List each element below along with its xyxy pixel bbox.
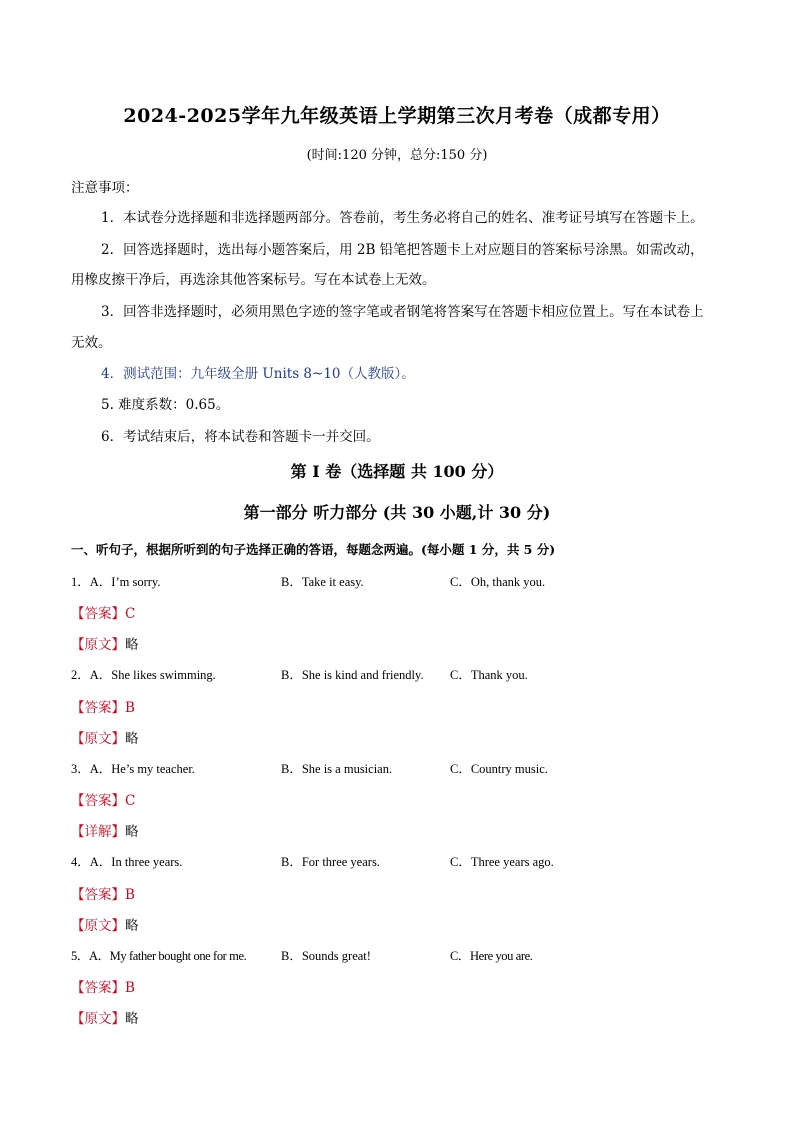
notice-item-3: 3．回答非选择题时，必须用黑色字迹的签字笔或者钢笔将答案写在答题卡相应位置上。写在本试卷上 xyxy=(101,304,704,320)
answer-value: B xyxy=(125,887,135,903)
q2-option-b: B．She is kind and friendly. xyxy=(281,668,424,682)
exam-time-info: (时间:120 分钟，总分:150 分) xyxy=(306,148,488,163)
q3-option-c: C．Country music. xyxy=(450,762,548,776)
note-tag: 【原文】 xyxy=(71,1011,125,1027)
answer-value: C xyxy=(125,606,136,622)
volume-heading: 第 I 卷（选择题 共 100 分） xyxy=(290,462,504,481)
note-tag: 【详解】 xyxy=(71,824,125,840)
page-title: 2024-2025学年九年级英语上学期第三次月考卷（成都专用） xyxy=(123,105,671,127)
note-value: 略 xyxy=(125,637,139,653)
q1-option-b: B．Take it easy. xyxy=(281,575,364,589)
answer-tag: 【答案】 xyxy=(71,980,125,996)
q2-option-a: 2．A．She likes swimming. xyxy=(71,668,216,682)
q1-option-a: 1．A．I’m sorry. xyxy=(71,575,161,589)
notice-item-1: 1．本试卷分选择题和非选择题两部分。答卷前，考生务必将自己的姓名、准考证号填写在答题卡上。 xyxy=(101,210,704,226)
answer-value: C xyxy=(125,793,136,809)
note-tag: 【原文】 xyxy=(71,918,125,934)
note-value: 略 xyxy=(125,824,139,840)
q4-note xyxy=(71,914,139,934)
q4-answer xyxy=(71,883,135,903)
answer-tag: 【答案】 xyxy=(71,793,125,809)
q3-answer xyxy=(71,789,135,809)
q4-option-b: B．For three years. xyxy=(281,855,380,869)
note-tag: 【原文】 xyxy=(71,731,125,747)
notice-heading: 注意事项： xyxy=(71,180,139,196)
question-group-heading: 一、听句子，根据所听到的句子选择正确的答语，每题念两遍。(每小题 1 分，共 5 分) xyxy=(71,542,556,557)
q1-note xyxy=(71,633,139,653)
answer-tag: 【答案】 xyxy=(71,887,125,903)
q5-option-b: B．Sounds great! xyxy=(281,949,371,963)
q2-note xyxy=(71,727,139,747)
notice-item-6: 6．考试结束后，将本试卷和答题卡一并交回。 xyxy=(101,429,380,445)
q3-note xyxy=(71,820,139,840)
part-heading: 第一部分 听力部分 (共 30 小题,计 30 分) xyxy=(243,503,551,522)
note-value: 略 xyxy=(125,1011,139,1027)
note-value: 略 xyxy=(125,918,139,934)
q2-option-c: C．Thank you. xyxy=(450,668,528,682)
q4-option-a: 4．A．In three years. xyxy=(71,855,183,869)
q5-answer xyxy=(71,976,135,996)
answer-value: B xyxy=(125,700,135,716)
q1-option-c: C．Oh, thank you. xyxy=(450,575,546,589)
q5-option-c: C．Here you are. xyxy=(450,949,533,963)
notice-item-2-cont: 用橡皮擦干净后，再选涂其他答案标号。写在本试卷上无效。 xyxy=(71,272,436,288)
answer-tag: 【答案】 xyxy=(71,606,125,622)
answer-tag: 【答案】 xyxy=(71,700,125,716)
q3-option-b: B．She is a musician. xyxy=(281,762,393,776)
q3-option-a: 3．A．He’s my teacher. xyxy=(71,762,195,776)
q5-option-a: 5．A．My father bought one for me. xyxy=(71,949,247,963)
notice-item-5: 5. 难度系数：0.65。 xyxy=(101,397,230,413)
q4-option-c: C．Three years ago. xyxy=(450,855,554,869)
q2-answer xyxy=(71,696,135,716)
notice-item-2: 2．回答选择题时，选出每小题答案后，用 2B 铅笔把答题卡上对应题目的答案标号涂黑。如需改动， xyxy=(101,242,704,258)
notice-item-3-cont: 无效。 xyxy=(71,335,112,351)
q1-answer xyxy=(71,602,135,622)
q5-note xyxy=(71,1007,139,1027)
answer-value: B xyxy=(125,980,135,996)
note-value: 略 xyxy=(125,731,139,747)
notice-item-4: 4．测试范围：九年级全册 Units 8~10（人教版）。 xyxy=(101,366,415,382)
note-tag: 【原文】 xyxy=(71,637,125,653)
